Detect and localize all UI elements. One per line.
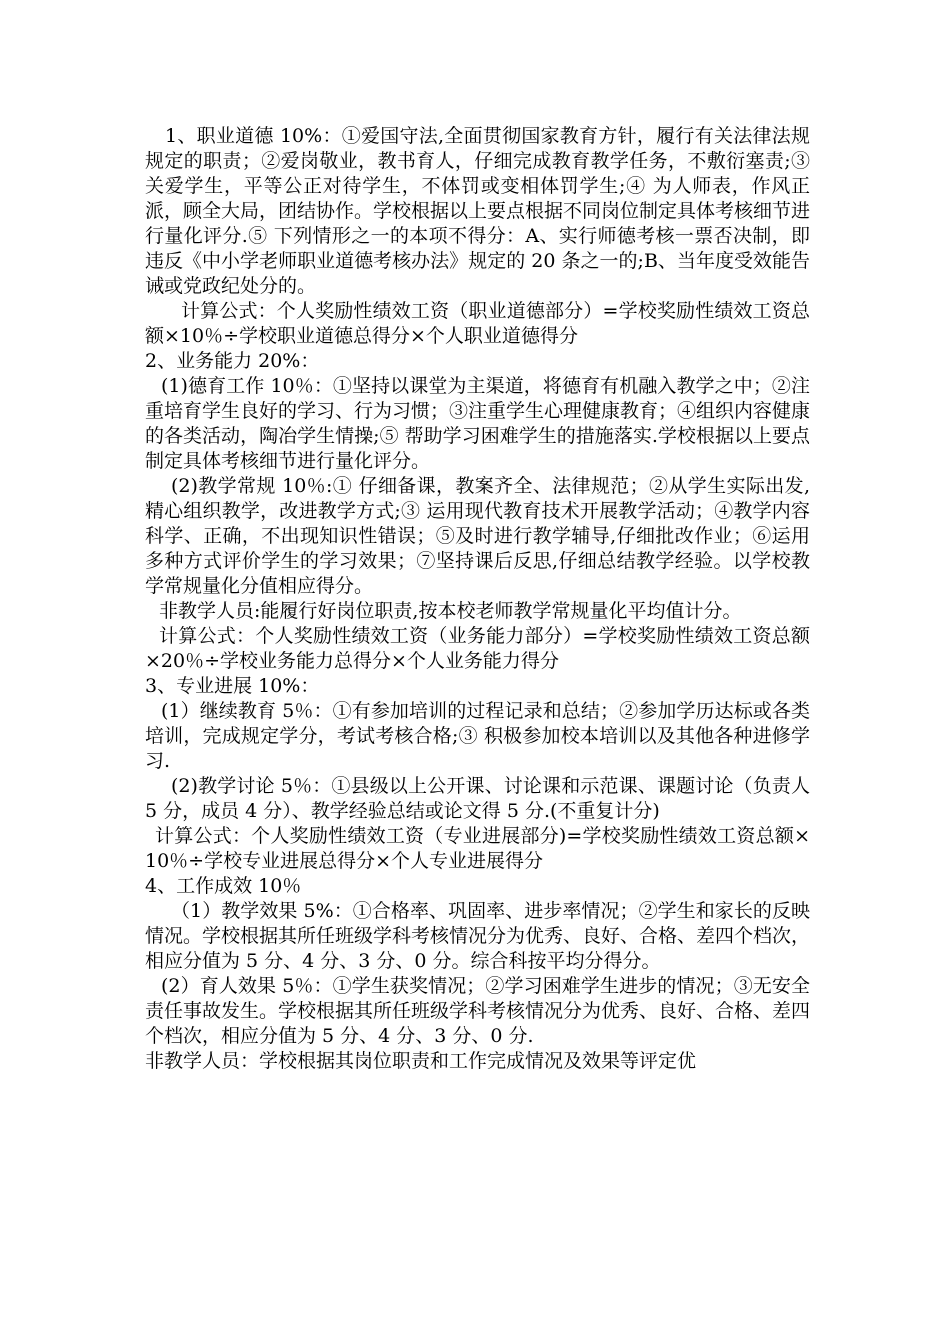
section-2-heading: 2、业务能力 20%：	[145, 350, 320, 372]
section-3-teaching-research: (2)教学讨论 5％：①县级以上公开课、讨论课和示范课、课题讨论（负责人 5 分，成员 4 分）、教学经验总结或论文得 5 分.(不重复计分)	[145, 775, 810, 822]
section-4-heading: 4、工作成效 10％	[145, 875, 302, 897]
section-4-teaching-effect: （1）教学效果 5%：①合格率、巩固率、进步率情况；②学生和家长的反映情况。学校根据其所任班级学科考核情况分为优秀、良好、合格、差四个档次，相应分值为 5 分、4 分、3 分、0 分。综合科按平均分得分。	[145, 900, 811, 972]
section-1-moral-ethics: 1、职业道德 10%：①爱国守法,全面贯彻国家教育方针，履行有关法律法规规定的职责；②爱岗敬业，教书育人，仔细完成教育教学任务，不敷衍塞责;③ 关爱学生，平等公正对待学生，不体罚或变相体罚学生;④ 为人师表，作风正派，顾全大局，团结协作。学校根据以上要点根据不同岗位制定具体考核细节进行量化评分.⑤ 下列情形之一的本项不得分：A、实行师德考核一票否决制，即违反《中小学老师职业道德考核办法》规定的 20 条之一的;B、当年度受效能告诫或党政纪处分的。	[145, 125, 811, 297]
formula-business-ability: 计算公式：个人奖励性绩效工资（业务能力部分）=学校奖励性绩效工资总额×20％÷学校业务能力总得分×个人业务能力得分	[145, 625, 810, 672]
section-4-non-teaching-staff: 非教学人员：学校根据其岗位职责和工作完成情况及效果等评定优	[145, 1050, 697, 1072]
section-3-heading: 3、专业进展 10%：	[145, 675, 320, 697]
section-3-continuing-education: (1）继续教育 5％：①有参加培训的过程记录和总结；②参加学历达标或各类培训，完成规定学分，考试考核合格;③ 积极参加校本培训以及其他各种进修学习.	[145, 700, 810, 772]
formula-moral-ethics: 计算公式：个人奖励性绩效工资（职业道德部分）=学校奖励性绩效工资总额×10％÷学校职业道德总得分×个人职业道德得分	[145, 300, 810, 347]
section-2-non-teaching-staff: 非教学人员:能履行好岗位职责,按本校老师教学常规量化平均值计分。	[159, 600, 742, 622]
section-2-teaching-routine: (2)教学常规 10％:① 仔细备课，教案齐全、法律规范；②从学生实际出发,精心组织教学，改进教学方式;③ 运用现代教育技术开展教学活动；④教学内容科学、正确，不出现知识性错误；⑤及时进行教学辅导,仔细批改作业；⑥运用多种方式评价学生的学习效果；⑦坚持课后反思,仔细总结教学经验。以学校教学常规量化分值相应得分。	[145, 475, 810, 597]
formula-professional-development: 计算公式：个人奖励性绩效工资（专业进展部分)=学校奖励性绩效工资总额×10％÷学校专业进展总得分×个人专业进展得分	[145, 825, 810, 872]
section-2-moral-education: (1)德育工作 10％：①坚持以课堂为主渠道，将德育有机融入教学之中；②注重培育学生良好的学习、行为习惯；③注重学生心理健康教育；④组织内容健康的各类活动，陶冶学生情操;⑤ 帮助学习困难学生的措施落实.学校根据以上要点制定具体考核细节进行量化评分。	[145, 375, 811, 472]
section-4-education-effect: (2）育人效果 5％：①学生获奖情况；②学习困难学生进步的情况；③无安全责任事故发生。学校根据其所任班级学科考核情况分为优秀、良好、合格、差四个档次，相应分值为 5 分、4 分、3 分、0 分.	[145, 975, 811, 1047]
document-body	[145, 124, 810, 1074]
